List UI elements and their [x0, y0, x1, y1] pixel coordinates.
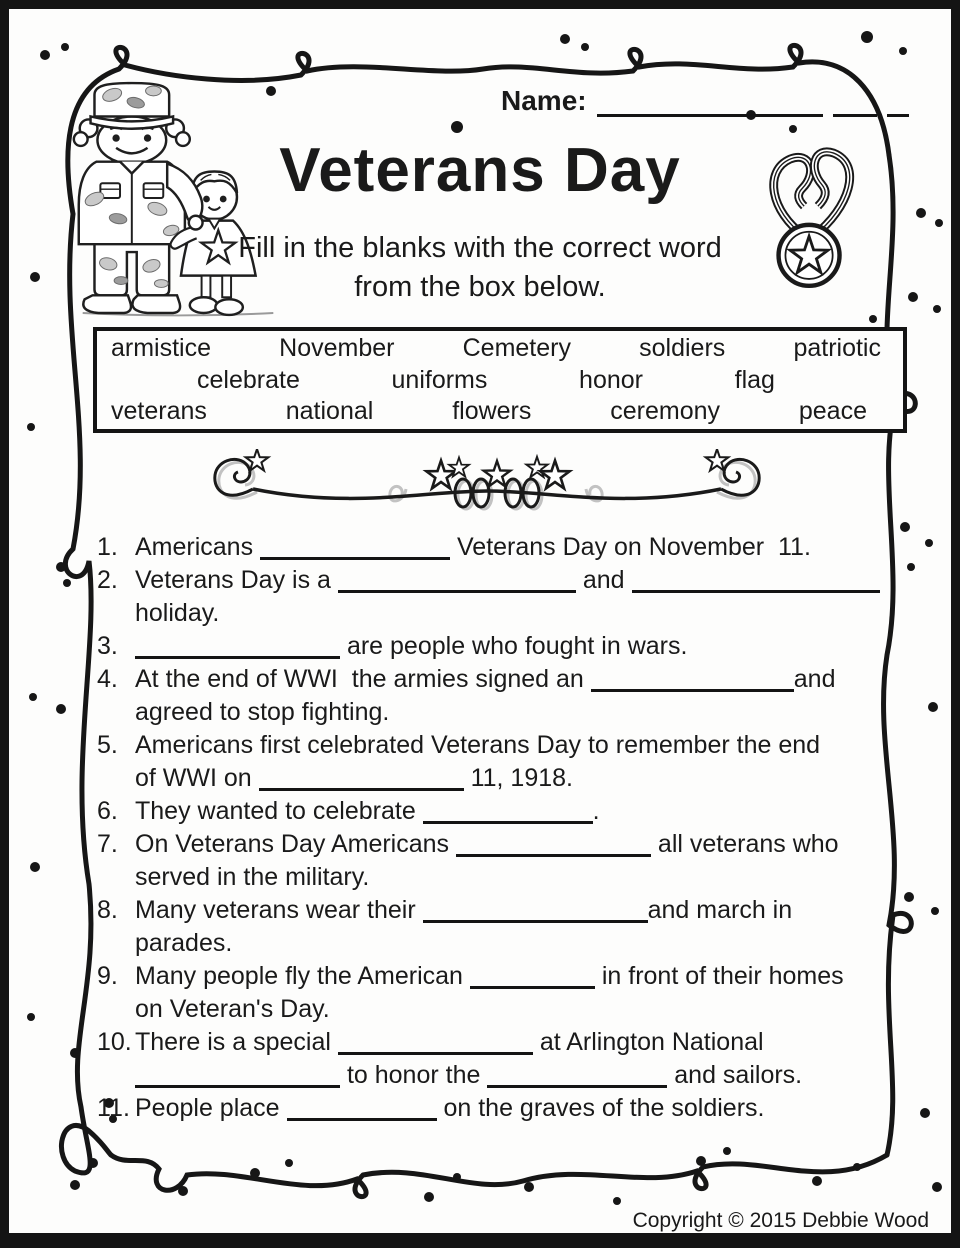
question-number: 2. [97, 566, 118, 594]
question-list [97, 531, 899, 1125]
question-item [97, 729, 899, 795]
question-item [97, 1092, 899, 1125]
blank-line [591, 665, 794, 692]
question-line [135, 696, 899, 729]
word-bank-word: national [285, 397, 374, 426]
question-body [135, 1092, 899, 1125]
word-bank [93, 327, 907, 433]
blank-line [470, 962, 595, 989]
question-text: Many people fly the American [135, 962, 470, 990]
question-text: all veterans who [650, 830, 839, 858]
question-text: in front of their homes [594, 962, 844, 990]
stars-swirl-divider-icon [201, 449, 773, 521]
question-body [135, 1026, 899, 1092]
question-line [135, 993, 899, 1026]
word-bank-word: uniforms [391, 365, 488, 394]
page-subtitle [9, 229, 951, 307]
question-line [135, 828, 899, 861]
word-bank-word: flag [734, 365, 775, 394]
question-number: 3. [97, 632, 118, 660]
word-bank-word: ceremony [610, 397, 720, 426]
question-body [135, 894, 899, 960]
page-title: Veterans Day [279, 136, 681, 205]
question-text: and march in [647, 896, 793, 924]
question-text: parades. [135, 929, 233, 957]
question-text: to honor the [340, 1061, 488, 1089]
copyright-text: Copyright © 2015 Debbie Wood [632, 1209, 929, 1232]
question-text: are people who fought in wars. [340, 632, 688, 660]
word-bank-word: armistice [111, 333, 212, 362]
question-text: and sailors. [667, 1061, 803, 1089]
question-text: and [575, 566, 632, 594]
question-number: 8. [97, 896, 118, 924]
question-item [97, 828, 899, 894]
question-text: Americans [135, 533, 261, 561]
question-body [135, 960, 899, 1026]
question-number: 9. [97, 962, 118, 990]
question-text: On Veterans Day Americans [135, 830, 456, 858]
subtitle-line1: Fill in the blanks with the correct word [238, 232, 722, 264]
question-item [97, 663, 899, 729]
question-number: 10. [97, 1028, 132, 1056]
question-line [135, 531, 899, 564]
question-body [135, 630, 899, 663]
blank-line [260, 533, 450, 560]
blank-line [259, 764, 464, 791]
word-bank-word: soldiers [639, 333, 726, 362]
question-line [135, 564, 899, 597]
question-line [135, 861, 899, 894]
word-bank-word: honor [579, 365, 643, 394]
word-bank-row [97, 366, 903, 395]
question-text: 11, 1918. [463, 764, 573, 792]
question-line [135, 1026, 899, 1059]
question-line [135, 894, 899, 927]
word-bank-word: Cemetery [462, 333, 571, 362]
blank-line [287, 1094, 437, 1121]
question-body [135, 795, 899, 828]
blank-line [632, 566, 880, 593]
question-body [135, 531, 899, 564]
question-text: served in the military. [135, 863, 370, 891]
question-number: 11. [97, 1094, 130, 1122]
question-number: 6. [97, 797, 118, 825]
question-item [97, 564, 899, 630]
blank-line [338, 566, 576, 593]
question-text: People place [135, 1094, 287, 1122]
question-item [97, 1026, 899, 1092]
question-text: Many veterans wear their [135, 896, 423, 924]
question-line [135, 1059, 899, 1092]
name-blank-line [597, 88, 823, 117]
question-line [135, 927, 899, 960]
blank-line [423, 797, 593, 824]
question-line [135, 762, 899, 795]
question-item [97, 531, 899, 564]
question-body [135, 729, 899, 795]
question-line [135, 729, 899, 762]
blank-line [135, 1061, 340, 1088]
question-line [135, 597, 899, 630]
question-body [135, 828, 899, 894]
question-line [135, 630, 899, 663]
subtitle-line2: from the box below. [354, 271, 606, 303]
question-text: Veterans Day is a [135, 566, 338, 594]
question-text: At the end of WWI the armies signed an [135, 665, 591, 693]
question-text: on the graves of the soldiers. [436, 1094, 765, 1122]
question-line [135, 1092, 899, 1125]
question-text: of WWI on [135, 764, 259, 792]
question-number: 4. [97, 665, 118, 693]
question-text: They wanted to celebrate [135, 797, 423, 825]
name-label: Name: [501, 85, 587, 116]
question-text: on Veteran's Day. [135, 995, 330, 1023]
question-number: 5. [97, 731, 118, 759]
question-body [135, 663, 899, 729]
name-blank-dash [833, 88, 877, 117]
question-number: 7. [97, 830, 118, 858]
question-number: 1. [97, 533, 118, 561]
question-item [97, 960, 899, 1026]
blank-line [487, 1061, 667, 1088]
question-body [135, 564, 899, 630]
question-text: holiday. [135, 599, 220, 627]
question-text: at Arlington National [532, 1028, 764, 1056]
question-text: Veterans Day on November 11. [450, 533, 811, 561]
question-text: and [793, 665, 836, 693]
question-line [135, 960, 899, 993]
word-bank-word: celebrate [197, 365, 300, 394]
question-text: agreed to stop fighting. [135, 698, 390, 726]
word-bank-word: veterans [111, 397, 207, 426]
question-item [97, 630, 899, 663]
question-text: . [592, 797, 600, 825]
question-line [135, 795, 899, 828]
blank-line [456, 830, 651, 857]
blank-line [338, 1028, 533, 1055]
blank-line [423, 896, 648, 923]
question-line [135, 663, 899, 696]
question-item [97, 894, 899, 960]
word-bank-row [97, 334, 903, 363]
word-bank-row [97, 397, 903, 426]
word-bank-word: November [279, 333, 395, 362]
name-blank-dash [887, 88, 909, 117]
question-text: There is a special [135, 1028, 338, 1056]
name-row [501, 85, 909, 117]
word-bank-word: peace [798, 397, 867, 426]
blank-line [135, 632, 340, 659]
question-item [97, 795, 899, 828]
word-bank-word: patriotic [793, 333, 881, 362]
word-bank-word: flowers [452, 397, 532, 426]
question-text: Americans first celebrated Veterans Day to remember the end [135, 731, 821, 759]
